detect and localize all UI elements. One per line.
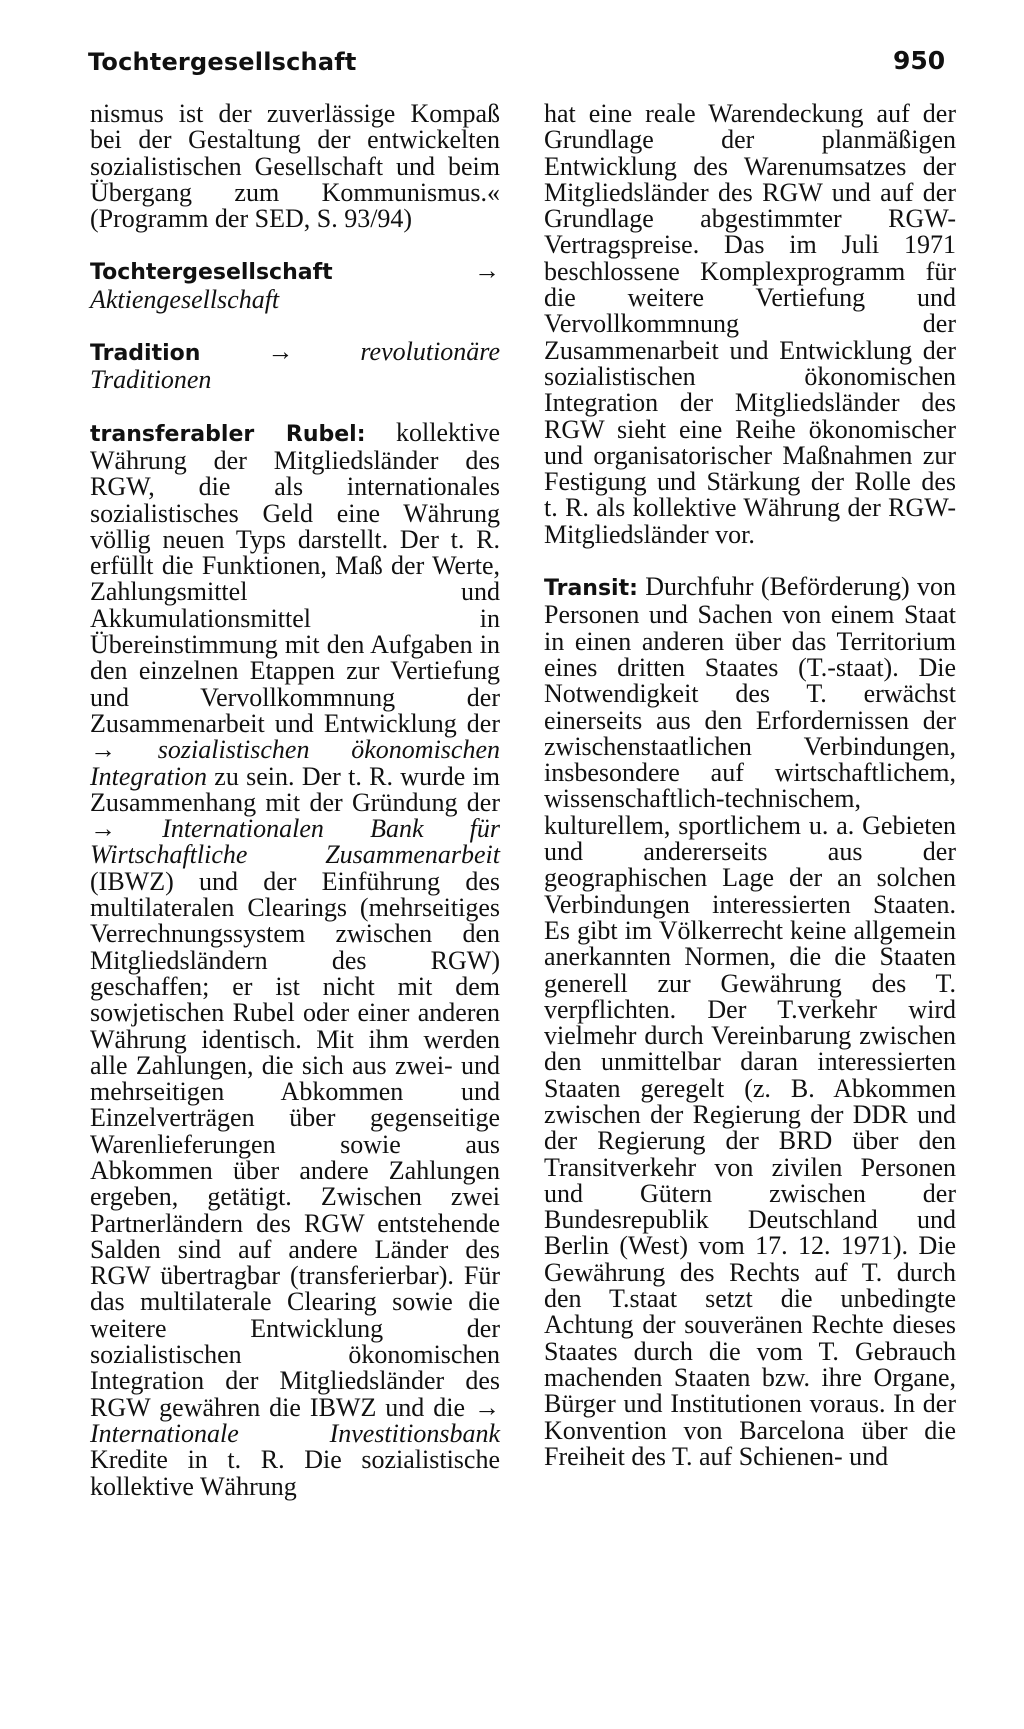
entry-lemma: Tochtergesellschaft (90, 260, 333, 286)
entry-transit (544, 574, 956, 1470)
entry-text: zu sein. Der t. R. wurde im Zusammenhang mit der Gründung der (90, 761, 500, 817)
cross-reference-arrow: → (474, 1392, 500, 1422)
cross-reference-arrow: → (90, 735, 158, 765)
entry-tradition (90, 339, 500, 394)
entry-lemma: transferabler Rubel: (90, 421, 366, 447)
entry-transferabler-rubel (90, 417, 501, 1501)
right-column (544, 101, 956, 1496)
entry-text: Durchfuhr (Beförderung) von Personen und Sachen von einem Staat in einen anderen über das Territorium eines dritten Staates (T.-staat). Die Notwendigkeit des T. erwächst einerseits aus den Erfordernissen der zwischenstaatlichen Verbindungen, insbesondere auf wirtschaftlichem, wissenschaftlich-technischem, kulturellem, sportlichem u. a. Gebieten und andererseits aus der geographischen Lage der an solchen Verbindungen interessierten Staaten. Es gibt im Völkerrecht keine allgemein anerkannten Normen, die die Staaten generell zur Gewährung des T. verpflichten. Der T.verkehr wird vielmehr durch Vereinbarung zwischen den unmittelbar daran interessierten Staaten geregelt (z. B. Abkommen zwischen der Regierung der DDR und der Regierung der BRD über den Transitverkehr von zivilen Personen und Gütern zwischen der Bundesrepublik Deutschland und Berlin (West) vom 17. 12. 1971). Die Gewährung des Rechts auf T. durch den T.staat setzt die unbedingte Achtung der souveränen Rechte dieses Staates durch die vom T. Gebrauch machenden Staaten bzw. ihre Organe, Bürger und Institutionen voraus. In der Konvention von Barcelona über die Freiheit des T. auf Schienen- und (544, 572, 956, 1471)
entry-lemma: Tradition (90, 341, 201, 367)
continuation-text: hat eine reale Warendeckung auf der Grundlage der planmäßigen Entwicklung des Warenumsatzes der Mitgliedsländer des RGW und auf der Grundlage abgestimmter RGW-Vertragspreise. Das im Juli 1971 beschlossene Komplexprogramm für die weitere Vertiefung und Vervollkommnung der Zusammenarbeit und Entwicklung der sozialistischen ökonomischen Integration der Mitgliedsländer des RGW sieht eine Reihe ökonomischer und organisatorischer Maßnahmen zur Festigung und Stärkung der Rolle des t. R. als kollektive Währung der RGW-Mitgliedsländer vor. (544, 99, 956, 549)
cross-reference-link[interactable]: Internationale Investitionsbank (90, 1418, 500, 1448)
cross-reference-arrow: → (200, 337, 361, 367)
cross-reference-arrow: → (90, 814, 163, 844)
page-number: 950 (893, 46, 946, 75)
cross-reference-arrow: → (332, 256, 500, 286)
cross-reference-link[interactable]: revolutionäre Traditionen (90, 337, 500, 395)
entry-tochtergesellschaft (90, 258, 500, 313)
entry-text: Kredite in t. R. Die sozialistische kollektive Währung (90, 1445, 500, 1501)
entry-lemma: Transit: (544, 576, 638, 602)
continuation-text: nismus ist der zuverlässige Kompaß bei der Gestaltung der entwickelten sozialistischen Gesellschaft und beim Übergang zum Kommunismus.« (Programm der SED, S. 93/94) (90, 99, 500, 234)
left-column (90, 101, 500, 1526)
cross-reference-link[interactable]: sozialistischen ökonomischen Integration (90, 735, 500, 791)
entry-text: kollektive Währung der Mitgliedsländer des RGW, die als internationales sozialistisches Geld eine Währung völlig neuen Typs darstellt. Der t. R. erfüllt die Funktionen, Maß der Werte, Zahlungsmittel und Akkumulationsmittel in Übereinstimmung mit den Aufgaben in den einzelnen Etappen zur Vertiefung und Vervollkommnung der Zusammenarbeit und Entwicklung der (90, 417, 500, 738)
entry-text: (IBWZ) und der Einführung des multilateralen Clearings (mehrseitiges Verrechnungssystem zwischen den Mitgliedsländern des RGW) geschaffen; er ist nicht mit dem sowjetischen Rubel oder einer anderen Währung identisch. Mit ihm werden alle Zahlungen, die sich aus zwei- und mehrseitigen Abkommen und Einzelverträgen über gegenseitige Warenlieferungen sowie aus Abkommen über andere Zahlungen ergeben, getätigt. Zwischen zwei Partnerländern des RGW entstehende Salden sind auf andere Länder des RGW übertragbar (transferierbar). Für das multilaterale Clearing sowie die weitere Entwicklung der sozialistischen ökonomischen Integration der Mitgliedsländer des RGW gewähren die IBWZ und die (90, 866, 500, 1422)
cross-reference-link[interactable]: Aktiengesellschaft (90, 284, 280, 314)
cross-reference-link[interactable]: Internationalen Bank für Wirtschaftliche Zusammenarbeit (90, 814, 501, 870)
running-head: Tochtergesellschaft (88, 48, 357, 76)
